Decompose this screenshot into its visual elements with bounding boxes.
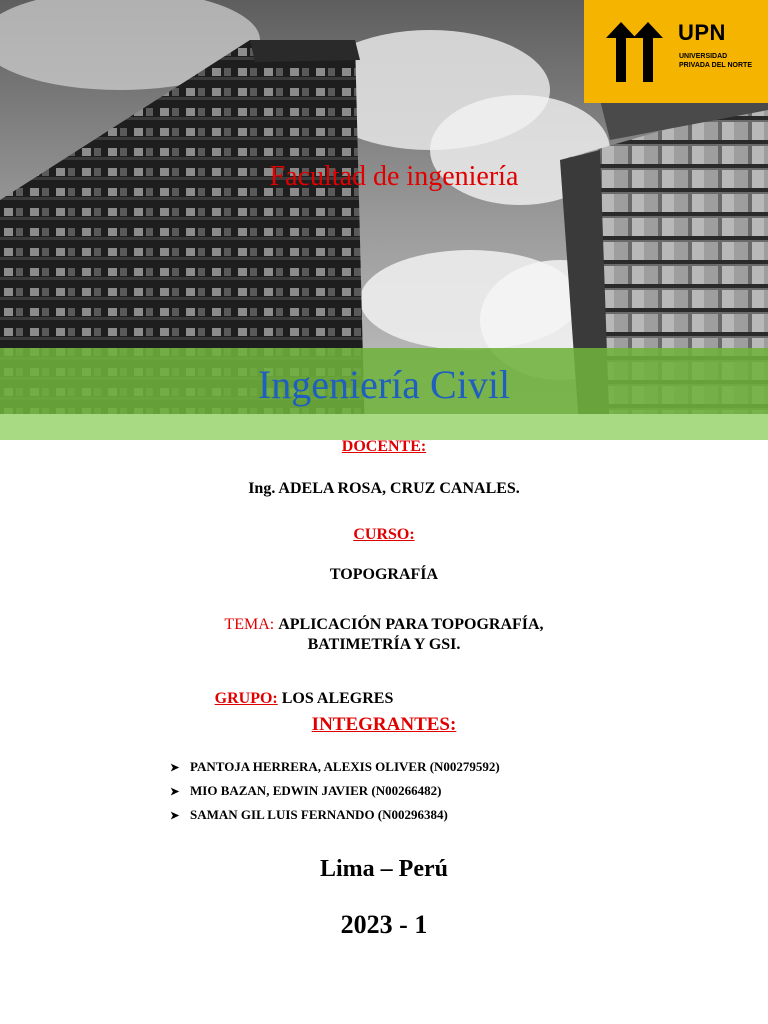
integrantes-label: INTEGRANTES: bbox=[311, 714, 457, 735]
period: 2023 - 1 bbox=[340, 910, 428, 939]
logo-subtitle: UNIVERSIDAD PRIVADA DEL NORTE bbox=[679, 53, 752, 69]
light-green-band bbox=[0, 414, 768, 440]
list-item bbox=[170, 808, 500, 832]
docente-label-row bbox=[0, 438, 768, 456]
docente-label: DOCENTE: bbox=[341, 438, 427, 455]
curso-name: TOPOGRAFÍA bbox=[329, 566, 439, 583]
career-title: Ingeniería Civil bbox=[257, 362, 511, 407]
tema-line2: BATIMETRÍA Y GSI. bbox=[307, 636, 461, 653]
members-list bbox=[170, 760, 500, 832]
grupo-row bbox=[0, 690, 688, 708]
arrow-bullet-icon: ➤ bbox=[170, 810, 180, 822]
grupo-name: LOS ALEGRES bbox=[281, 690, 394, 707]
arrow-bullet-icon: ➤ bbox=[170, 762, 180, 774]
upn-logo bbox=[584, 0, 768, 103]
arrow-bullet-icon: ➤ bbox=[170, 786, 180, 798]
tema-row bbox=[0, 616, 768, 634]
member-name: SAMAN GIL LUIS FERNANDO (N00296384) bbox=[190, 807, 448, 822]
tema-label: TEMA: bbox=[224, 616, 275, 633]
curso-label: CURSO: bbox=[353, 526, 415, 543]
list-item bbox=[170, 760, 500, 784]
member-name: MIO BAZAN, EDWIN JAVIER (N00266482) bbox=[190, 783, 442, 798]
faculty-title: Facultad de ingeniería bbox=[269, 161, 519, 192]
upn-arrows-icon bbox=[584, 0, 674, 103]
logo-name: UPN bbox=[678, 20, 726, 45]
curso-label-row bbox=[0, 526, 768, 544]
member-name: PANTOJA HERRERA, ALEXIS OLIVER (N00279592) bbox=[190, 759, 500, 774]
location: Lima – Perú bbox=[320, 856, 448, 882]
tema-line1: APLICACIÓN PARA TOPOGRAFÍA, bbox=[278, 616, 544, 633]
docente-name: Ing. ADELA ROSA, CRUZ CANALES. bbox=[248, 480, 520, 497]
list-item bbox=[170, 784, 500, 808]
integrantes-row bbox=[0, 714, 768, 736]
grupo-label: GRUPO: bbox=[214, 690, 278, 707]
